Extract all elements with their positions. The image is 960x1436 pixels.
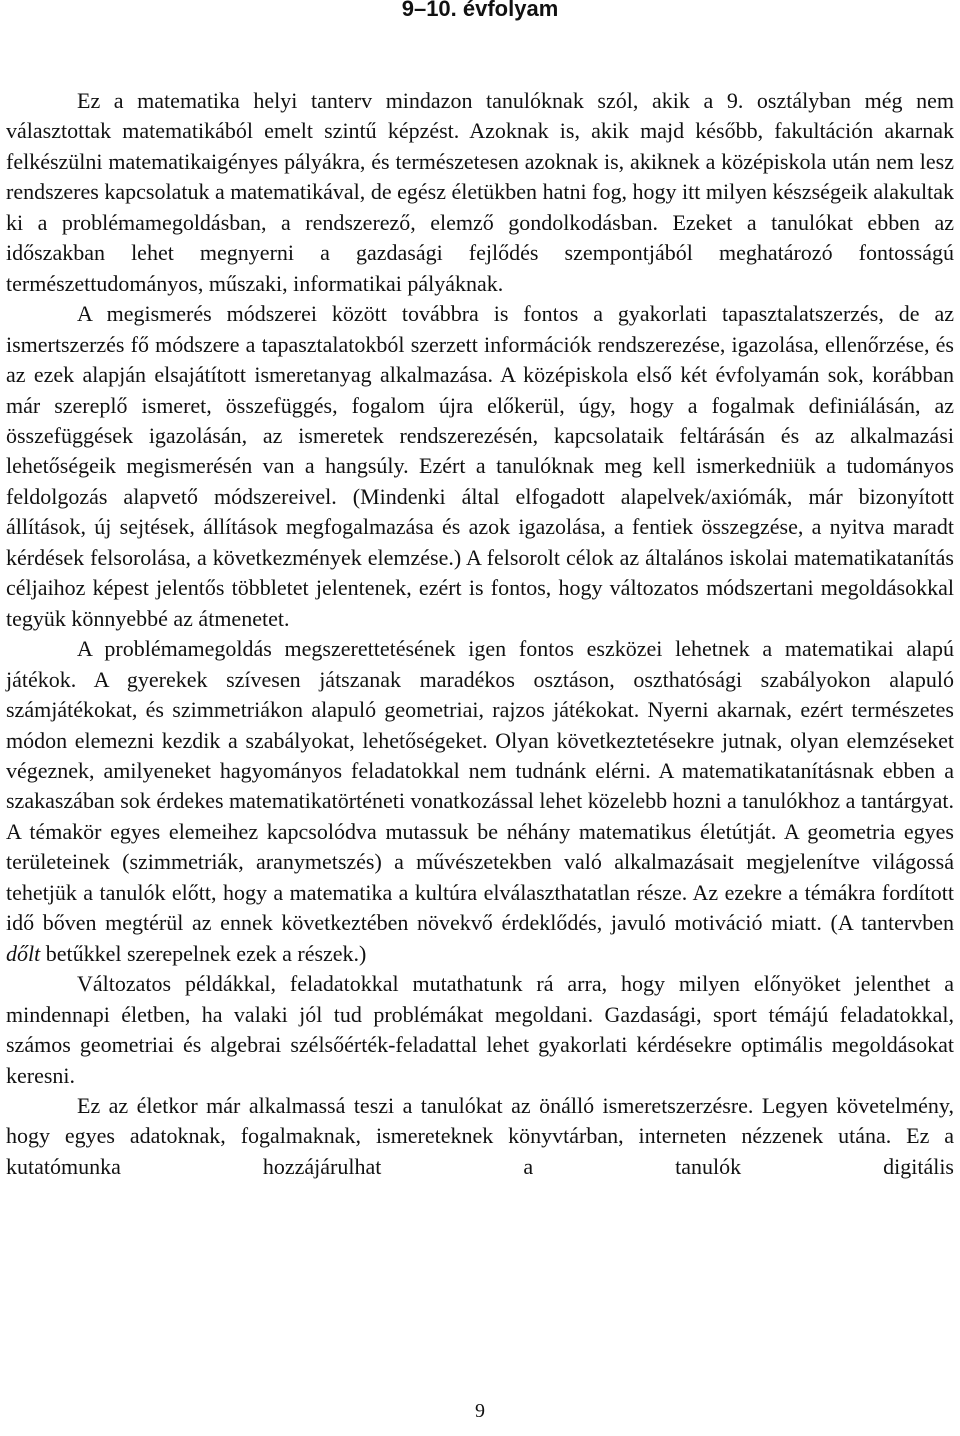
page-title: 9–10. évfolyam — [401, 0, 559, 21]
paragraph-4: Változatos példákkal, feladatokkal mutathatunk rá arra, hogy milyen előnyöket jelenthet a mindennapi életben, ha valaki jól tud problémákat megoldani. Gazdasági, sport témájú feladatokkal, számos geometriai és algebrai szélsőérték-feladattal lehet gyakorlati kérdésekre optimális megoldásokat keresni. — [6, 971, 954, 1088]
paragraph-1: Ez a matematika helyi tanterv mindazon tanulóknak szól, akik a 9. osztályban még nem választottak matematikából emelt szintű képzést. Azoknak is, akik majd később, fakultáción akarnak felkészülni matematikaigényes pályákra, és természetesen azoknak is, akiknek a középiskola után nem lesz rendszeres kapcsolatuk a matematikával, de egész életükben hatni fog, hogy itt milyen készségeik alakultak ki a problémamegoldásban, a rendszerező, elemző gondolkodásban. Ezeket a tanulókat ebben az időszakban lehet megnyerni a gazdasági fejlődés szempontjából meghatározó fontosságú természettudományos, műszaki, informatikai pályáknak. — [6, 88, 954, 296]
paragraph-3-text-after: betűkkel szerepelnek ezek a részek.) — [40, 940, 367, 966]
paragraph-3 — [6, 634, 954, 969]
document-body — [6, 86, 954, 1182]
paragraph-3-italic-word: dőlt — [6, 940, 41, 966]
paragraph-5: Ez az életkor már alkalmassá teszi a tanulókat az önálló ismeretszerzésre. Legyen követelmény, hogy egyes adatoknak, fogalmaknak, ismereteknek könyvtárban, interneten nézzenek utána. Ez a kutatómunka hozzájárulhat a tanulók digitális — [6, 1092, 954, 1179]
paragraph-2: A megismerés módszerei között továbbra is fontos a gyakorlati tapasztalatszerzés, de az ismertszerzés fő módszere a tapasztalatokból szerzett információk rendszerezése, igazolása, ellenőrzése, és az ezek alapján elsajátított ismeretanyag alkalmazása. A középiskola első két évfolyamán sok, korábban már szereplő ismeret, összefüggés, fogalom újra előkerül, úgy, hogy a fogalmak definiálásán, az összefüggések igazolásán, az ismeretek rendszerezésén, kapcsolataik feltárásán és az alkalmazási lehetőségeik megismerésén van a hangsúly. Ezért a tanulóknak meg kell ismerkedniük a tudományos feldolgozás alapvető módszereivel. (Mindenki által elfogadott alapelvek/axiómák, már bizonyított állítások, új sejtések, állítások megfogalmazása és azok igazolása, a fentiek összegzése, a nyitva maradt kérdések felsorolása, a következmények elemzése.) A felsorolt célok az általános iskolai matematikatanítás céljaihoz képest jelentős többletet jelentenek, ezért is fontos, hogy változatos módszertani megoldásokkal tegyük könnyebbé az átmenetet. — [6, 301, 954, 631]
page-number: 9 — [475, 1400, 485, 1422]
paragraph-3-text-before: A problémamegoldás megszerettetésének igen fontos eszközei lehetnek a matematikai alapú játékok. A gyerekek szívesen játszanak maradékos osztáson, oszthatósági szabályokon alapuló számjátékokat, és szimmetriákon alapuló geometriai, rajzos játékokat. Nyerni akarnak, ezért természetes módon elemezni kezdik a szabályokat, lehetőségeket. Olyan következtetésekre jutnak, olyan elemzéseket végeznek, amilyeneket hagyományos feladatokkal nem tudnánk elérni. A matematikatanításnak ebben a szakaszában sok érdekes matematikatörténeti vonatkozással lehet közelebb hozni a tanulókhoz a tantárgyat. A témakör egyes elemeihez kapcsolódva mutassuk be néhány matematikus életútját. A geometria egyes területeinek (szimmetriák, aranymetszés) a művészetekben való alkalmazásait megjelenítve világossá tehetjük a tanulók előtt, hogy a matematika a kultúra elválaszthatatlan része. Az ezekre a témákra fordított idő bőven megtérül az ennek következtében növekvő érdeklődés, javuló motiváció miatt. (A tantervben — [6, 636, 954, 936]
